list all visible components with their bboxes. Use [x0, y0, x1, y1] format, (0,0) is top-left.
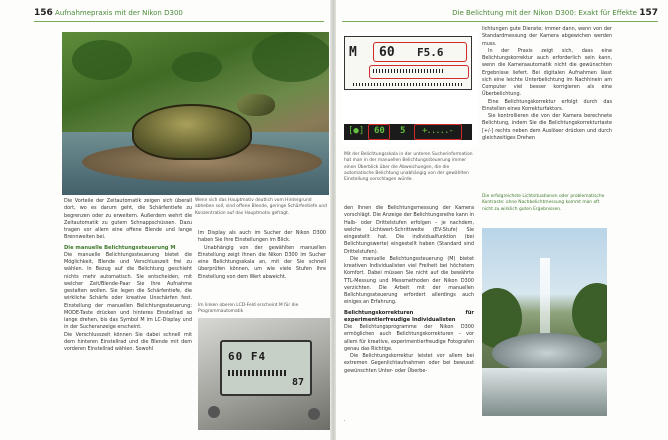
right-header [452, 8, 658, 18]
turtle-photo [62, 32, 329, 195]
camera-button [308, 408, 320, 420]
viewfinder-caption: Mit der Belichtungsskala in der unteren Sucherinformation hat man in der manuellen Belichtungssteuerung immer einen Überblick über die Abweichungen, die die automatische Belichtung unabhängig von der gewählten Einstellung vorschlagen würde. [344, 152, 473, 183]
right-header-rule [342, 21, 658, 22]
highlight-box [368, 124, 390, 140]
fountain-basin [492, 333, 602, 373]
lcd-shutter-aperture: 60 F4 [228, 350, 267, 363]
fountain-caption [344, 420, 345, 421]
highlight-box [373, 42, 467, 62]
turtle-caption: Wenn sich das Hauptmotiv deutlich vom Hintergrund abheben soll, sind offene Blende, geringe Schärfentiefe und Konzentration auf das Hauptmotiv gefragt. [195, 198, 327, 216]
paragraph: Sie kontrollieren die von der Kamera berechnete Belichtung, indem Sie die Belichtungskorrekturtaste [+/-] rechts neben dem Auslöser drücken und durch gleichzeitiges Drehen [482, 113, 612, 141]
left-running-title: Aufnahmepraxis mit der Nikon D300 [55, 9, 183, 17]
viewfinder-diagram [342, 32, 477, 147]
left-page-number: 156 [34, 8, 53, 18]
viewfinder-info-bar: [●] 60 5 +.....- [344, 124, 472, 140]
camera-lcd-photo [198, 318, 332, 430]
top-lcd-diagram [344, 36, 472, 90]
fountain-splash [482, 368, 607, 416]
paragraph: Die Belichtungskorrektur leistet vor allem bei extremen Gegenlichtaufnahmen oder bei bewusst gewünschten Unter- oder Überbe- [344, 353, 474, 374]
paragraph: Die Vorteile der Zeitautomatik zeigen sich überall dort, wo es darum geht, die Schärfentiefe zu begrenzen oder zu erweitern. Außerdem wehrt die Zeitautomatik zu gutem Schnappschüssen. Dazu tragen vor allem eine offene Blende und lange Brennweiten bei. [64, 198, 192, 241]
paragraph: Die Belichtungsprogramme der Nikon D300 ermöglichen auch Belichtungskorrekturen – vor allem für kreative, experimentierfreudige Fotografen genau das Richtige. [344, 324, 474, 352]
left-column-1 [64, 198, 192, 353]
section-heading: Belichtungskorrekturen für experimentierfreudige Individualisten [344, 309, 474, 323]
aperture-value: F5.6 [417, 46, 444, 59]
highlight-box [369, 65, 469, 79]
shutter-value: 60 [379, 45, 395, 60]
left-header-rule [34, 21, 324, 22]
fountain-photo [482, 228, 607, 416]
paragraph: den Ihnen die Belichtungsmessung der Kamera vorschlägt. Die Anzeige der Belichtungsreihe kann in Halb- oder Drittelstufen erfolgen – je nachdem, welche Lichtwert-Schrittweite (EV-Stufe) Sie eingestellt hat. Die individualfunktion (bei Belichtungswerte) eingestellt haben (Standard sind Drittelstufen). [344, 205, 474, 255]
exposure-mode: M [349, 45, 357, 60]
turtle-shell [132, 104, 252, 160]
right-column-1 [344, 205, 474, 375]
paragraph: Im Display als auch im Sucher der Nikon D300 haben Sie Ihre Einstellungen im Blick. [198, 230, 326, 244]
camera-button [208, 406, 220, 418]
tip-caption: Die erfolgreichste Lichtsituationen oder problematische Kontraste: ohne Nachbelichtmessung kommt man oft nicht zu wirklich guten Ergebnissen. [482, 194, 605, 212]
right-page-number: 157 [639, 8, 658, 18]
camera-caption: Im linken oberen LCD-Feld erscheint M für die Programmautomatik [198, 303, 299, 315]
camera-lcd [220, 340, 312, 396]
turtle-head [237, 94, 275, 116]
section-heading: Die manuelle Belichtungssteuerung M [64, 244, 176, 251]
paragraph: Die Verschlusszeit können Sie dabei schnell mit dem hinteren Einstellrad und die Blende mit dem vorderen Einstellrad wählen. Sowohl [64, 331, 192, 352]
lcd-frame-count: 87 [291, 377, 304, 388]
right-running-title: Die Belichtung mit der Nikon D300: Exakt für Effekte [452, 9, 637, 17]
paragraph: Die manuelle Belichtungssteuerung (M) bietet kreativen Individualisten viel Freiheit bei höchstem Komfort. Dabei müssen Sie nicht auf die bewährte TTL-Messung und Messmethoden der Nikon D300 verzichten. Die Arbeit mit der manuellen Belichtungssteuerung erfordert allerdings auch einiges an Erfahrung. [344, 255, 474, 306]
left-page [0, 0, 332, 440]
left-column-2 [198, 230, 326, 281]
paragraph: lichtungen gute Dienste; immer dann, wenn von der Standardmessung der Kamera abgewichen werden muss. [482, 26, 612, 47]
right-column-2 [482, 26, 612, 142]
paragraph: Unabhängig von der gewählten manuellen Einstellung zeigt Ihnen die Nikon D300 im Sucher eine Belichtungsskala an, mit der Sie schnell überprüfen können, um wie viele Stufen Ihre Einstellung von dem Wert abweicht. [198, 244, 326, 280]
paragraph: Die manuelle Belichtungssteuerung bietet die Möglichkeit, Blende und Verschlusszeit frei zu wählen. In Bezug auf die Belichtung geschieht nichts mehr automatisch. Sie entscheiden, mit welcher Zeit/Blende-Paar Sie Ihre Aufnahme gestalten wollen. Sie legen die Schärfentiefe, die wirkliche Schärfe oder kreative Unschärfen fest. Einstellung der manuellen Belichtungssteuerung: MODE-Taste drücken und hinteres Einstellrad so lange drehen, bis das Symbol M im LC-Display und in der Sucheranzeige erscheint. [64, 251, 192, 331]
vf-aperture: 5 [400, 126, 406, 136]
paragraph: In der Praxis zeigt sich, dass eine Belichtungskorrektur auch erforderlich sein kann, wenn die Kameraautomatik nicht die gewünschten Ergebnisse liefert. Bei digitalen Aufnahmen lässt sich eine leichte Unterbelichtung im Nachhinein am Computer viel besser korrigieren als eine Überbelichtung. [482, 47, 612, 98]
vf-scale: +.....- [422, 126, 453, 136]
vf-shutter: 60 [374, 126, 385, 136]
left-header [34, 8, 183, 18]
paragraph: Eine Belichtungskorrektur erfolgt durch das Einstellen eines Korrekturfaktors. [482, 98, 612, 112]
lcd-scale [228, 370, 288, 376]
lcd-scale [353, 83, 463, 86]
highlight-box [414, 124, 462, 140]
